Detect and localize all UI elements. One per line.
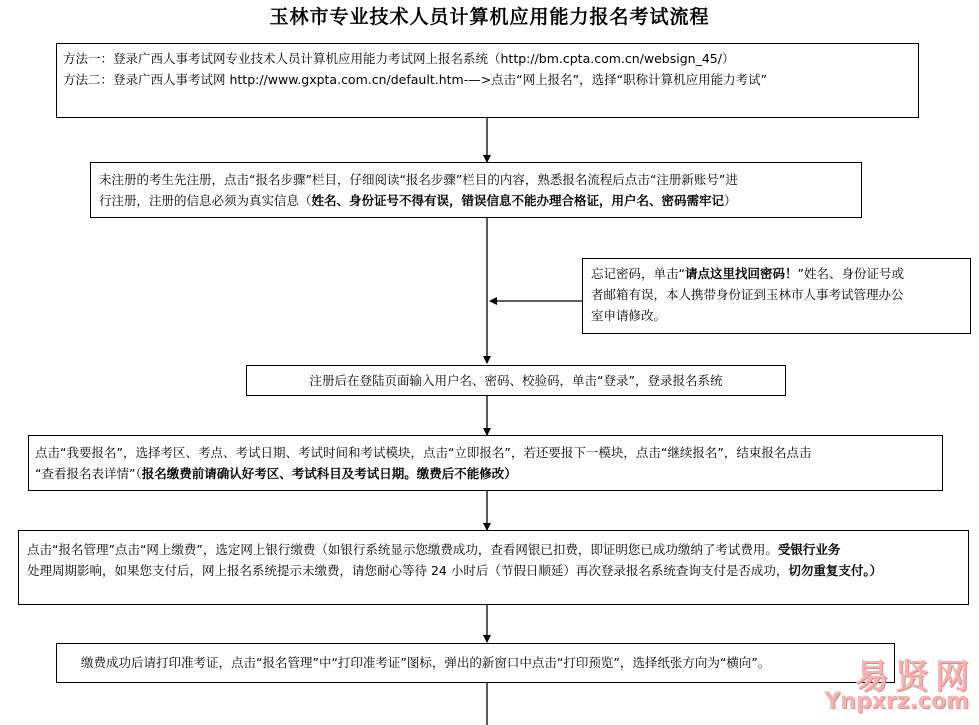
side-note-line-1: 忘记密码，单击“请点这里找回密码！”姓名、身份证号或 (591, 266, 904, 281)
payment-warning: 切勿重复支付。） (788, 563, 883, 578)
retrieve-password-link-text: 请点这里找回密码！ (684, 266, 798, 281)
step-print-ticket (56, 643, 895, 683)
print-ticket-text: 缴费成功后请打印准考证，点击“报名管理”中“打印准考证”图标，弹出的新窗口中点击“打印预览”，选择纸张方向为“横向”。 (81, 655, 771, 670)
side-note-forgot-password (582, 258, 971, 334)
step-apply (28, 435, 943, 491)
step-login-methods (56, 43, 919, 118)
apply-line-1: 点击“我要报名”，选择考区、考点、考试日期、考试时间和考试模块，点击“立即报名”，若还要报下一模块，点击“继续报名”，结束报名点击 (35, 445, 812, 460)
payment-line-2: 处理周期影响，如果您支付后，网上报名系统提示未缴费，请您耐心等待 24 小时后（节假日顺延）再次登录报名系统查询支付是否成功，切勿重复支付。） (27, 563, 883, 578)
watermark-url: Ynpxrz.com (824, 689, 969, 714)
method-one-text: 方法一：登录广西人事考试网专业技术人员计算机应用能力考试网上报名系统（http://bm.cpta.com.cn/websign_45/） (63, 51, 735, 66)
apply-line-2: “查看报名表详情”（报名缴费前请确认好考区、考试科目及考试日期。缴费后不能修改） (35, 466, 517, 481)
step-payment (18, 530, 969, 605)
apply-warning: 报名缴费前请确认好考区、考试科目及考试日期。缴费后不能修改） (141, 466, 517, 481)
side-note-line-3: 室申请修改。 (591, 308, 667, 323)
method-two-text: 方法二：登录广西人事考试网 http://www.gxpta.com.cn/default.htm-—>点击“网上报名”，选择“职称计算机应用能力考试” (63, 72, 768, 87)
side-note-line-2: 者邮箱有误，本人携带身份证到玉林市人事考试管理办公 (591, 287, 904, 302)
payment-line-1: 点击“报名管理”点击“网上缴费”，选定网上银行缴费（如银行系统显示您缴费成功，查看网银已扣费，即证明您已成功缴纳了考试费用。受银行业务 (27, 542, 841, 557)
page-title: 玉林市专业技术人员计算机应用能力报名考试流程 (269, 6, 710, 28)
register-line-1: 未注册的考生先注册，点击“报名步骤”栏目，仔细阅读“报名步骤”栏目的内容，熟悉报名流程后点击“注册新账号”进 (99, 172, 738, 187)
register-line-2: 行注册，注册的信息必须为真实信息（姓名、身份证号不得有误，错误信息不能办理合格证，用户名、密码需牢记） (99, 193, 737, 208)
watermark-logo-text: 易贤网 (855, 657, 975, 697)
step-register (90, 162, 862, 218)
site-watermark (815, 649, 975, 719)
step-login (246, 365, 786, 396)
login-text: 注册后在登陆页面输入用户名、密码、校验码，单击“登录”，登录报名系统 (309, 373, 723, 388)
register-warning: 姓名、身份证号不得有误，错误信息不能办理合格证，用户名、密码需牢记 (311, 193, 725, 208)
